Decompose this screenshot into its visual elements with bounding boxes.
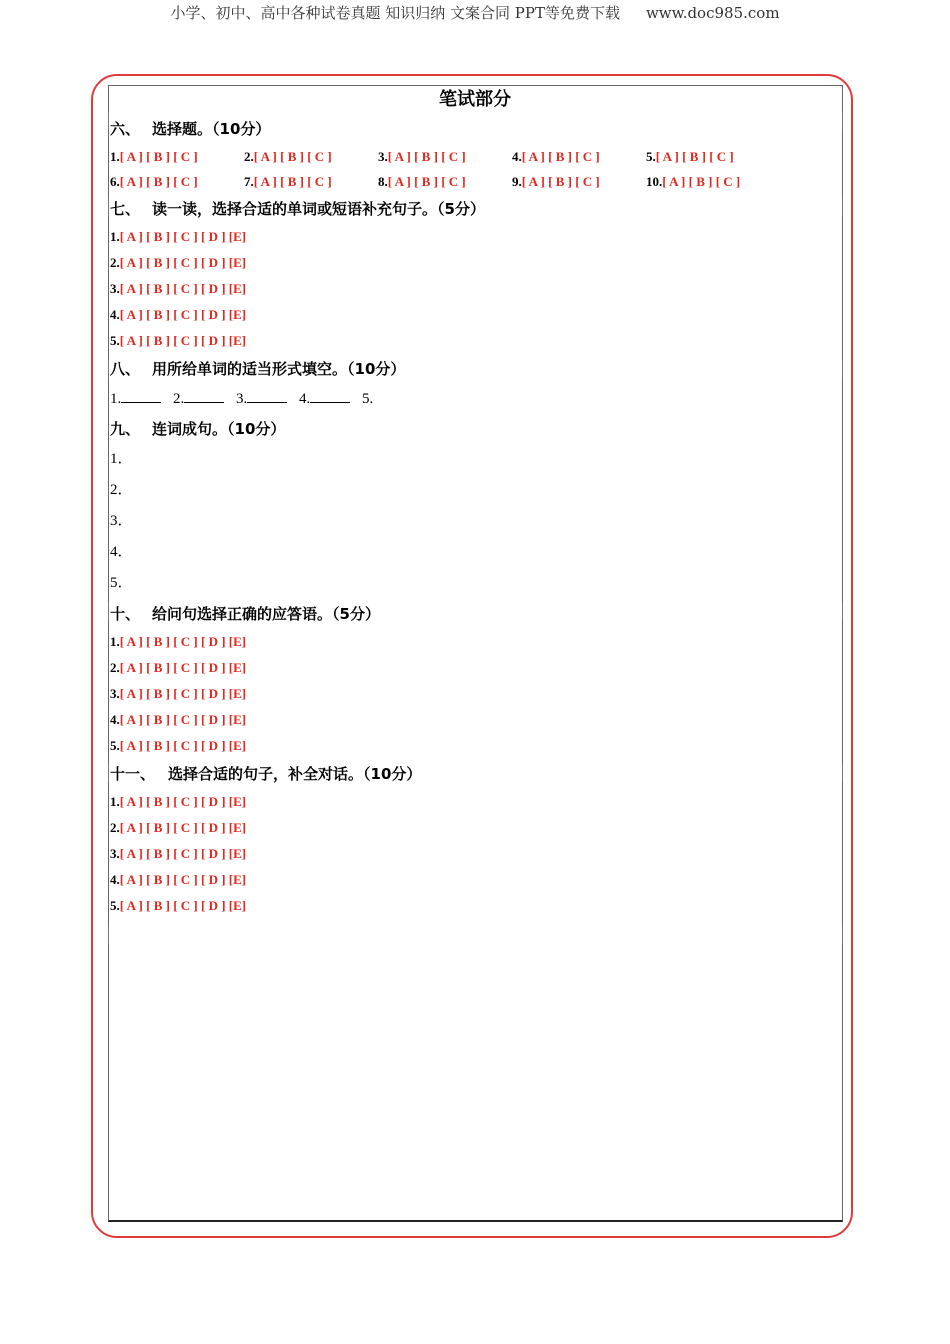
s7-choice-row[interactable]: 4.[ A ] [ B ] [ C ] [ D ] [E] — [110, 307, 247, 322]
sentence-answer-line[interactable]: 5． — [110, 575, 133, 591]
choice-item[interactable]: 7.[ A ] [ B ] [ C ] — [244, 174, 332, 189]
s7-choice-row[interactable]: 5.[ A ] [ B ] [ C ] [ D ] [E] — [110, 333, 247, 348]
fill-blank[interactable]: 4. — [299, 384, 350, 414]
s10-choice-row[interactable]: 1.[ A ] [ B ] [ C ] [ D ] [E] — [110, 634, 247, 649]
choice-item[interactable]: 4.[ A ] [ B ] [ C ] — [512, 149, 600, 164]
section-title: 给问句选择正确的应答语。（5分） — [152, 605, 380, 623]
s6-choice-row-1 — [110, 144, 840, 170]
section-number: 六、 — [110, 120, 141, 138]
section-number: 十一、 — [110, 765, 156, 783]
s7-choice-row[interactable]: 2.[ A ] [ B ] [ C ] [ D ] [E] — [110, 255, 247, 270]
section-title: 选择题。（10分） — [152, 120, 271, 138]
s11-choice-row[interactable]: 1.[ A ] [ B ] [ C ] [ D ] [E] — [110, 794, 247, 809]
s6-choice-row-2 — [110, 170, 840, 194]
s7-choice-row[interactable]: 3.[ A ] [ B ] [ C ] [ D ] [E] — [110, 281, 247, 296]
s7-choice-row[interactable]: 1.[ A ] [ B ] [ C ] [ D ] [E] — [110, 229, 247, 244]
page-title: 笔试部分 — [439, 89, 511, 110]
frame-tick — [108, 112, 109, 130]
sentence-answer-line[interactable]: 2． — [110, 482, 133, 498]
sentence-answer-line[interactable]: 1． — [110, 451, 133, 467]
section-9-heading — [110, 414, 840, 444]
s11-choice-row[interactable]: 3.[ A ] [ B ] [ C ] [ D ] [E] — [110, 846, 247, 861]
s11-choice-row[interactable]: 4.[ A ] [ B ] [ C ] [ D ] [E] — [110, 872, 247, 887]
section-6-heading — [110, 114, 840, 144]
choice-item[interactable]: 6.[ A ] [ B ] [ C ] — [110, 174, 198, 189]
frame-tick — [108, 602, 109, 620]
choice-item[interactable]: 5.[ A ] [ B ] [ C ] — [646, 149, 734, 164]
frame-tick — [842, 360, 843, 378]
s11-choice-row[interactable]: 5.[ A ] [ B ] [ C ] [ D ] [E] — [110, 898, 247, 913]
frame-tick — [842, 198, 843, 216]
choice-item[interactable]: 10.[ A ] [ B ] [ C ] — [646, 174, 741, 189]
section-title: 选择合适的句子，补全对话。（10分） — [168, 765, 422, 783]
choice-item[interactable]: 3.[ A ] [ B ] [ C ] — [378, 149, 466, 164]
section-number: 十、 — [110, 605, 141, 623]
frame-tick — [108, 360, 109, 378]
frame-tick — [108, 198, 109, 216]
section-title: 用所给单词的适当形式填空。（10分） — [152, 360, 406, 378]
section-title: 连词成句。（10分） — [152, 420, 286, 438]
s10-choice-row[interactable]: 4.[ A ] [ B ] [ C ] [ D ] [E] — [110, 712, 247, 727]
s10-choice-row[interactable]: 5.[ A ] [ B ] [ C ] [ D ] [E] — [110, 738, 247, 753]
frame-tick — [842, 602, 843, 620]
frame-tick — [842, 112, 843, 130]
answer-sheet-content — [110, 86, 840, 919]
section-number: 八、 — [110, 360, 141, 378]
section-8-heading — [110, 354, 840, 384]
s11-choice-row[interactable]: 2.[ A ] [ B ] [ C ] [ D ] [E] — [110, 820, 247, 835]
section-10-heading — [110, 599, 840, 629]
s8-blanks-row — [110, 384, 840, 414]
frame-tick — [842, 764, 843, 782]
section-7-heading — [110, 194, 840, 224]
choice-item[interactable]: 9.[ A ] [ B ] [ C ] — [512, 174, 600, 189]
s10-choice-row[interactable]: 2.[ A ] [ B ] [ C ] [ D ] [E] — [110, 660, 247, 675]
choice-item[interactable]: 1.[ A ] [ B ] [ C ] — [110, 149, 198, 164]
header-site[interactable]: www.doc985.com — [645, 4, 780, 22]
section-11-heading — [110, 759, 840, 789]
frame-tick — [108, 764, 109, 782]
choice-item[interactable]: 2.[ A ] [ B ] [ C ] — [244, 149, 332, 164]
choice-item[interactable]: 8.[ A ] [ B ] [ C ] — [378, 174, 466, 189]
section-title: 读一读，选择合适的单词或短语补充句子。（5分） — [152, 200, 485, 218]
fill-blank[interactable]: 5. — [362, 391, 374, 407]
frame-tick — [108, 926, 109, 944]
page-header — [0, 2, 950, 23]
fill-blank[interactable]: 3. — [236, 384, 287, 414]
frame-tick — [842, 926, 843, 944]
section-number: 七、 — [110, 200, 141, 218]
section-number: 九、 — [110, 420, 141, 438]
fill-blank[interactable]: 2. — [173, 384, 224, 414]
s10-choice-row[interactable]: 3.[ A ] [ B ] [ C ] [ D ] [E] — [110, 686, 247, 701]
header-text: 小学、初中、高中各种试卷真题 知识归纳 文案合同 PPT等免费下载 — [170, 4, 620, 22]
sentence-answer-line[interactable]: 4． — [110, 544, 133, 560]
sentence-answer-line[interactable]: 3． — [110, 513, 133, 529]
fill-blank[interactable]: 1. — [110, 384, 161, 414]
